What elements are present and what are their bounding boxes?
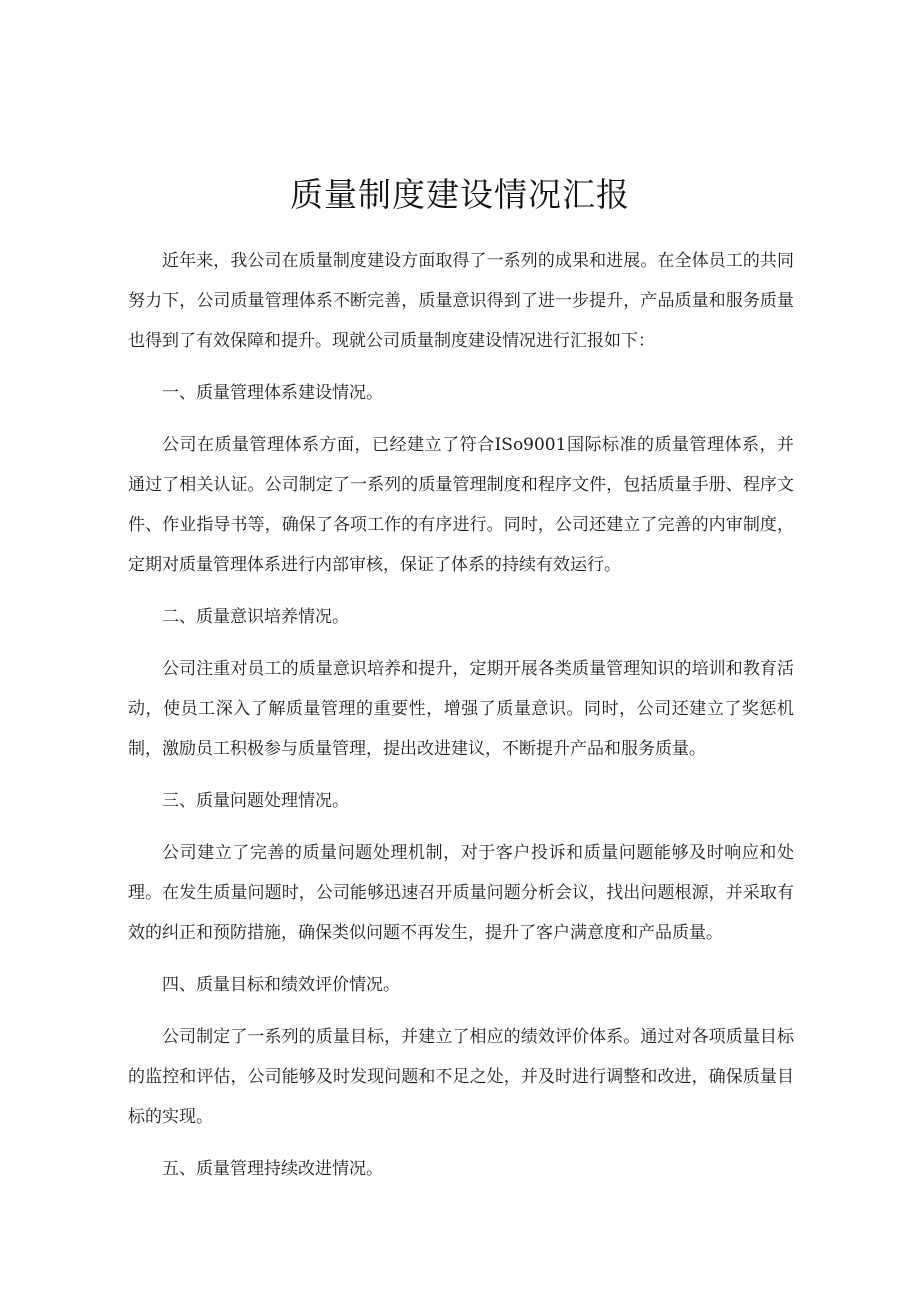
section-2-heading: 二、质量意识培养情况。 [162, 607, 349, 627]
document-body [128, 241, 794, 1201]
section-1-heading: 一、质量管理体系建设情况。 [162, 383, 383, 403]
section-4-paragraph: 公司制定了一系列的质量目标，并建立了相应的绩效评价体系。通过对各项质量目标的监控和评估，公司能够及时发现问题和不足之处，并及时进行调整和改进，确保质量目标的实现。 [128, 1027, 794, 1127]
section-3-paragraph: 公司建立了完善的质量问题处理机制，对于客户投诉和质量问题能够及时响应和处理。在发生质量问题时，公司能够迅速召开质量问题分析会议，找出问题根源，并采取有效的纠正和预防措施，确保类似问题不再发生，提升了客户满意度和产品质量。 [128, 843, 794, 943]
section-4-heading: 四、质量目标和绩效评价情况。 [162, 975, 400, 995]
section-3-heading: 三、质量问题处理情况。 [162, 791, 349, 811]
section-1-paragraph: 公司在质量管理体系方面，已经建立了符合ISo9001国际标准的质量管理体系，并通过了相关认证。公司制定了一系列的质量管理制度和程序文件，包括质量手册、程序文件、作业指导书等，确保了各项工作的有序进行。同时，公司还建立了完善的内审制度，定期对质量管理体系进行内部审核，保证了体系的持续有效运行。 [128, 435, 794, 575]
section-2-paragraph: 公司注重对员工的质量意识培养和提升，定期开展各类质量管理知识的培训和教育活动，使员工深入了解质量管理的重要性，增强了质量意识。同时，公司还建立了奖惩机制，激励员工积极参与质量管理，提出改进建议，不断提升产品和服务质量。 [128, 659, 794, 759]
intro-paragraph: 近年来，我公司在质量制度建设方面取得了一系列的成果和进展。在全体员工的共同努力下，公司质量管理体系不断完善，质量意识得到了进一步提升，产品质量和服务质量也得到了有效保障和提升。现就公司质量制度建设情况进行汇报如下： [128, 251, 794, 351]
section-5-heading: 五、质量管理持续改进情况。 [162, 1159, 383, 1179]
document-title: 质量制度建设情况汇报 [290, 175, 630, 214]
